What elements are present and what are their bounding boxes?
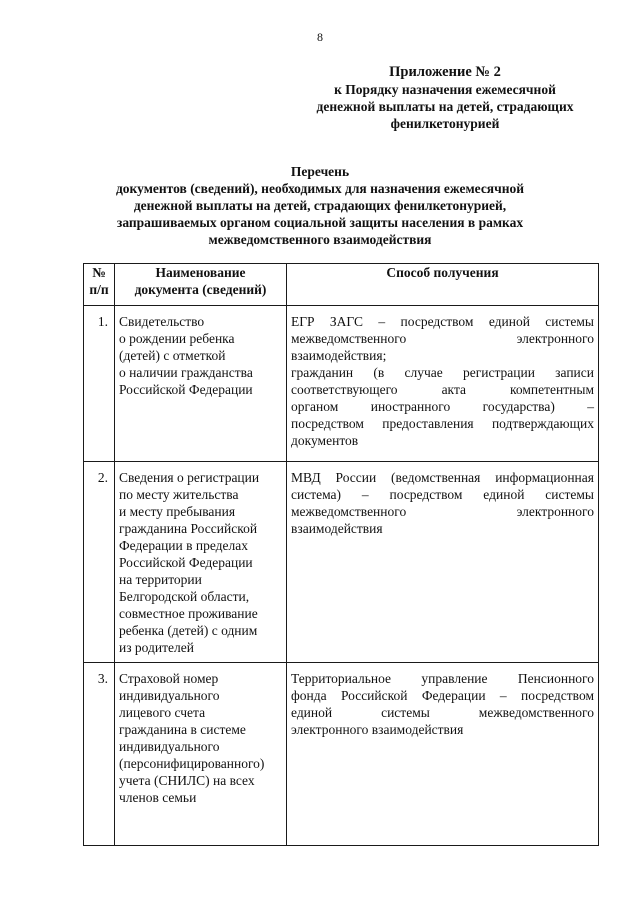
header-method: Способ получения (287, 264, 599, 306)
appendix-line: к Порядку назначения ежемесячной (334, 82, 556, 97)
appendix-title: Приложение № 2 (389, 64, 501, 80)
documents-table (83, 263, 599, 846)
page-number: 8 (317, 30, 323, 44)
list-title (90, 163, 550, 248)
row-number: 2. (84, 462, 115, 663)
list-title-line: запрашиваемых органом социальной защиты населения в рамках (116, 215, 524, 230)
method-text: МВД России (ведомственная информационная система) – посредством единой системы межведомственного электронного взаимодействия (287, 462, 599, 663)
list-title-line: документов (сведений), необходимых для назначения ежемесячной (115, 181, 525, 196)
list-title-line: денежной выплаты на детей, страдающих фенилкетонурией, (133, 198, 507, 213)
row-number: 3. (84, 663, 115, 846)
appendix-line: фенилкетонурией (390, 116, 500, 131)
list-title-line: межведомственного взаимодействия (208, 232, 432, 247)
table-row (84, 663, 599, 846)
table-row (84, 306, 599, 462)
table-header-row (84, 264, 599, 306)
document-name: Страховой номер индивидуального лицевого счета гражданина в системе индивидуального (персонифицированного) учета (СНИЛС) на всех членов семьи (115, 663, 287, 846)
list-heading: Перечень (290, 164, 350, 179)
header-number: № п/п (84, 264, 115, 306)
method-text: Территориальное управление Пенсионного фонда Российской Федерации – посредством единой системы межведомственного электронного взаимодействия (287, 663, 599, 846)
document-name: Свидетельство о рождении ребенка (детей) с отметкой о наличии гражданства Российской Федерации (115, 306, 287, 462)
row-number: 1. (84, 306, 115, 462)
appendix-line: денежной выплаты на детей, страдающих (316, 99, 574, 114)
appendix-heading (290, 64, 600, 132)
table-row (84, 462, 599, 663)
header-document-name: Наименование документа (сведений) (115, 264, 287, 306)
document-name: Сведения о регистрации по месту жительства и месту пребывания гражданина Российской Федерации в пределах Российской Федерации на территории Белгородской области, совместное проживание ребенка (детей) с одним из родителей (115, 462, 287, 663)
method-text: ЕГР ЗАГС – посредством единой системы межведомственного электронного взаимодействия; гражданин (в случае регистрации записи соответствующего акта компетентным органом иностранного государства) – посредством предоставления подтверждающих документов (287, 306, 599, 462)
